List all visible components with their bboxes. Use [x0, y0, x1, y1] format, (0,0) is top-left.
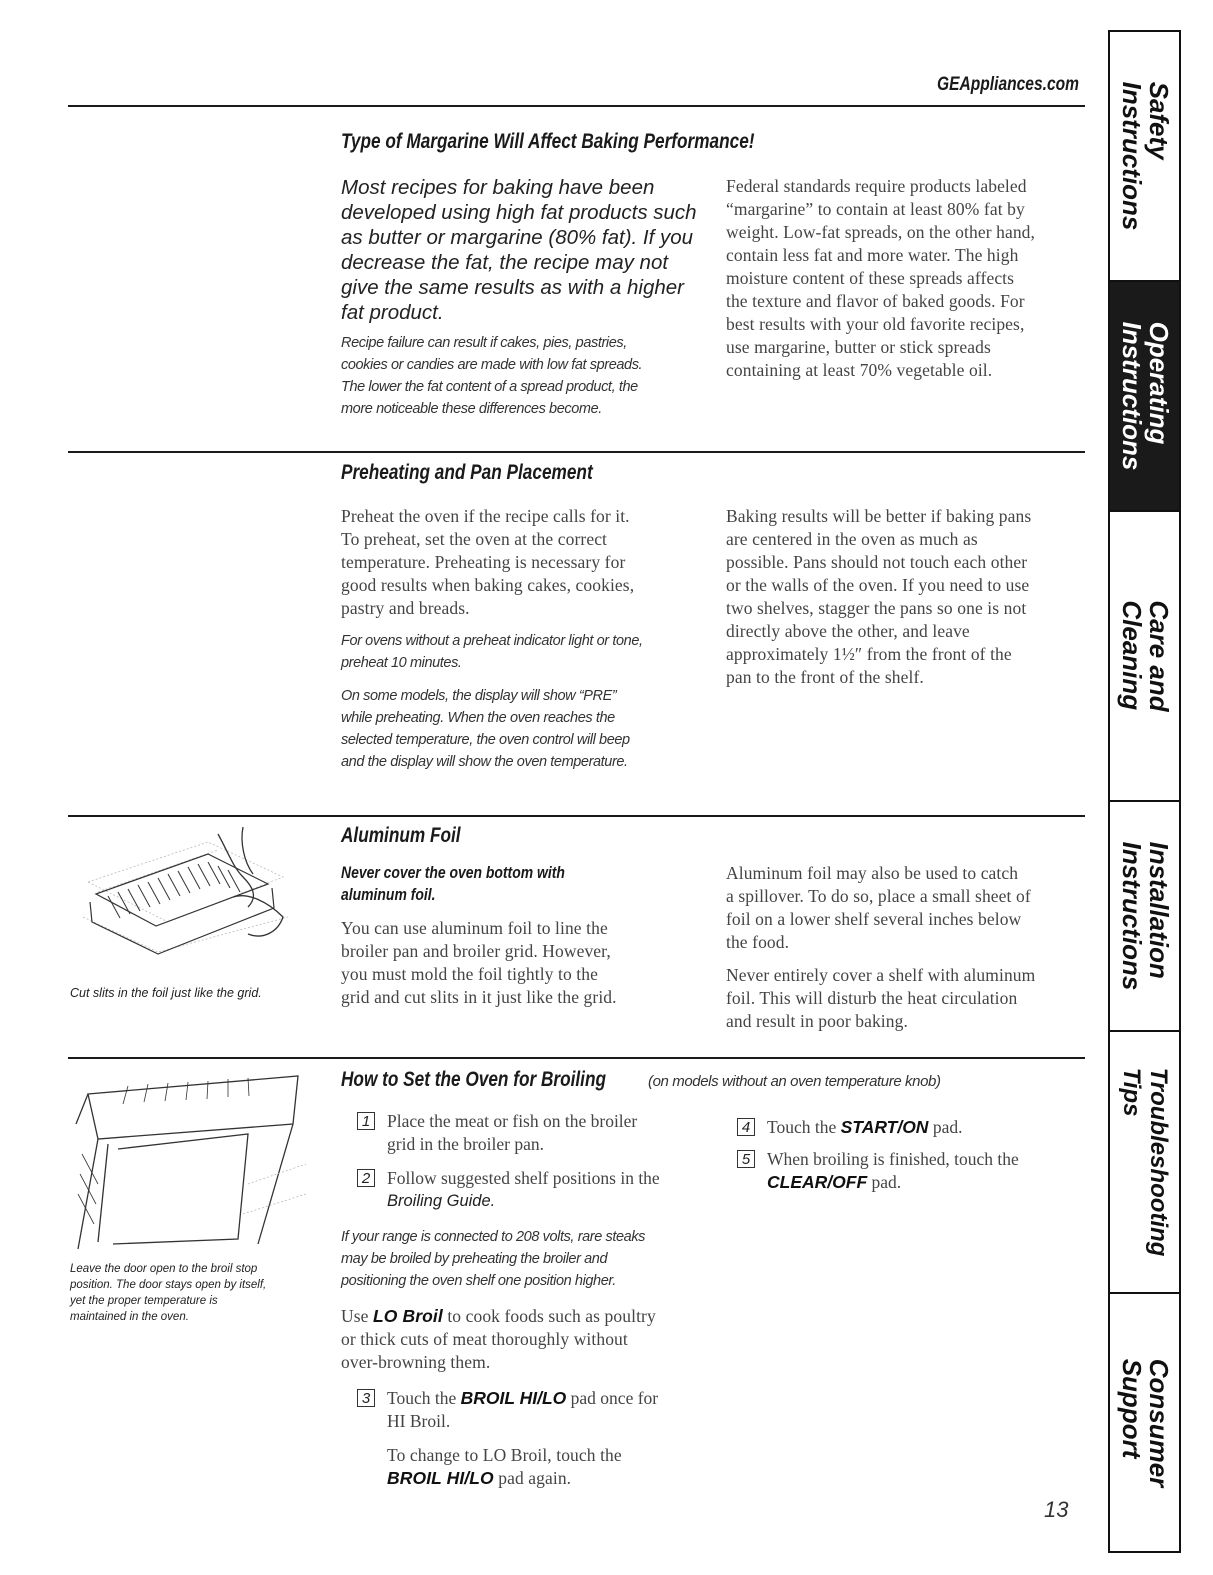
- preheat-title: Preheating and Pan Placement: [341, 461, 593, 484]
- broil-hilo-key: BROIL HI/LO: [460, 1388, 567, 1408]
- tab-installation-instructions[interactable]: [1110, 802, 1179, 1032]
- tab-safety-instructions[interactable]: [1110, 32, 1179, 282]
- foil-warning: Never cover the oven bottom with aluminum foil.: [341, 863, 565, 904]
- foil-body: You can use aluminum foil to line the broiler pan and broiler grid. However, you must mold the foil tightly to the grid and cut slits in it just like the grid.: [341, 918, 617, 1007]
- lo-broil-key: LO Broil: [373, 1306, 443, 1326]
- tab-operating-instructions[interactable]: [1110, 282, 1179, 512]
- preheat-right-text: Baking results will be better if baking pans are centered in the oven as much as possible. Pans should not touch each other or the walls of the oven. If you need to use two shelves, stagger the pans so one is not directly above the other, and leave approximately 1½″ from the front of the pan to the front of the shelf.: [726, 506, 1032, 687]
- margarine-lead: Most recipes for baking have been developed using high fat products such as butter or margarine (80% fat). If you decrease the fat, the recipe may not give the same results as with a higher fat product.: [341, 176, 697, 324]
- tab-label: Operating Instructions: [1116, 321, 1174, 471]
- broil-step-3: 3 Touch the BROIL HI/LO pad once for HI Broil.: [357, 1387, 717, 1433]
- broil-subtitle: (on models without an oven temperature knob): [648, 1073, 941, 1090]
- broil-hilo-key: BROIL HI/LO: [387, 1468, 494, 1488]
- lo-broil-change-text: To change to LO Broil, touch the BROIL HI/LO pad again.: [387, 1445, 622, 1488]
- broil-step-2: 2 Follow suggested shelf positions in the Broiling Guide.: [357, 1167, 717, 1213]
- broil-step-5: 5 When broiling is finished, touch the CLEAR/OFF pad.: [737, 1148, 1097, 1194]
- margarine-right-text: Federal standards require products labeled “margarine” to contain at least 80% fat by weight. Low-fat spreads, on the other hand, contain less fat and more water. The high moisture content of these spreads affects the texture and flavor of baked goods. For best results with your old favorite recipes, use margarine, butter or stick spreads containing at least 70% vegetable oil.: [726, 176, 1036, 380]
- broil-heading: [341, 1068, 664, 1092]
- section-rule: [68, 451, 1085, 453]
- margarine-note: Recipe failure can result if cakes, pies, pastries, cookies or candies are made with low fat spreads. The lower the fat content of a spread product, the more noticeable these differences become.: [341, 335, 643, 417]
- preheat-note-2: On some models, the display will show “PRE” while preheating. When the oven reaches the selected temperature, the oven control will beep and the display will show the oven temperature.: [341, 688, 630, 770]
- step-number: 3: [357, 1389, 375, 1407]
- tab-care-and-cleaning[interactable]: [1110, 512, 1179, 802]
- tab-label: Care and Cleaning: [1116, 600, 1174, 712]
- section-rule: [68, 815, 1085, 817]
- step-number: 1: [357, 1112, 375, 1130]
- oven-door-illustration: [68, 1064, 308, 1254]
- tab-label: Installation Instructions: [1116, 841, 1174, 991]
- step-number: 2: [357, 1169, 375, 1187]
- broil-step-4: 4 Touch the START/ON pad.: [737, 1116, 1097, 1139]
- tab-label: Troubleshooting Tips: [1117, 1067, 1172, 1257]
- foil-title: Aluminum Foil: [341, 824, 461, 847]
- page-number: 13: [1044, 1497, 1069, 1522]
- foil-right-text-1: Aluminum foil may also be used to catch a spillover. To do so, place a small sheet of foil on a lower shelf several inches below the food.: [726, 863, 1031, 952]
- clear-off-key: CLEAR/OFF: [767, 1172, 868, 1192]
- broil-step-1: 1 Place the meat or fish on the broiler grid in the broiler pan.: [357, 1110, 717, 1156]
- preheat-note-1: For ovens without a preheat indicator light or tone, preheat 10 minutes.: [341, 633, 643, 671]
- step-number: 4: [737, 1118, 755, 1136]
- start-on-key: START/ON: [840, 1117, 929, 1137]
- broil-title: How to Set the Oven for Broiling: [341, 1068, 607, 1091]
- section-tabs: [1108, 30, 1181, 1553]
- foil-broiler-pan-illustration: [68, 822, 293, 972]
- foil-caption: Cut slits in the foil just like the grid.: [70, 986, 262, 1000]
- tab-label: Safety Instructions: [1116, 81, 1174, 231]
- preheat-body: Preheat the oven if the recipe calls for it. To preheat, set the oven at the correct temperature. Preheating is necessary for good results when baking cakes, cookies, pastry and breads.: [341, 506, 635, 618]
- step-number: 5: [737, 1150, 755, 1168]
- broil-note: If your range is connected to 208 volts, rare steaks may be broiled by preheating the broiler and positioning the oven shelf one position higher.: [341, 1229, 646, 1289]
- section-rule: [68, 1057, 1085, 1059]
- broil-caption: Leave the door open to the broil stop position. The door stays open by itself, yet the proper temperature is maintained in the oven.: [70, 1263, 267, 1323]
- margarine-title: Type of Margarine Will Affect Baking Performance!: [341, 130, 755, 153]
- tab-troubleshooting-tips[interactable]: [1110, 1032, 1179, 1294]
- foil-right-text-2: Never entirely cover a shelf with aluminum foil. This will disturb the heat circulation and result in poor baking.: [726, 965, 1036, 1031]
- tab-label: Consumer Support: [1116, 1358, 1174, 1487]
- header-rule: [68, 105, 1085, 107]
- site-url: GEAppliances.com: [937, 74, 1080, 95]
- lo-broil-text: Use LO Broil to cook foods such as poultry or thick cuts of meat thoroughly without over-browning them.: [341, 1306, 656, 1372]
- tab-consumer-support[interactable]: [1110, 1294, 1179, 1551]
